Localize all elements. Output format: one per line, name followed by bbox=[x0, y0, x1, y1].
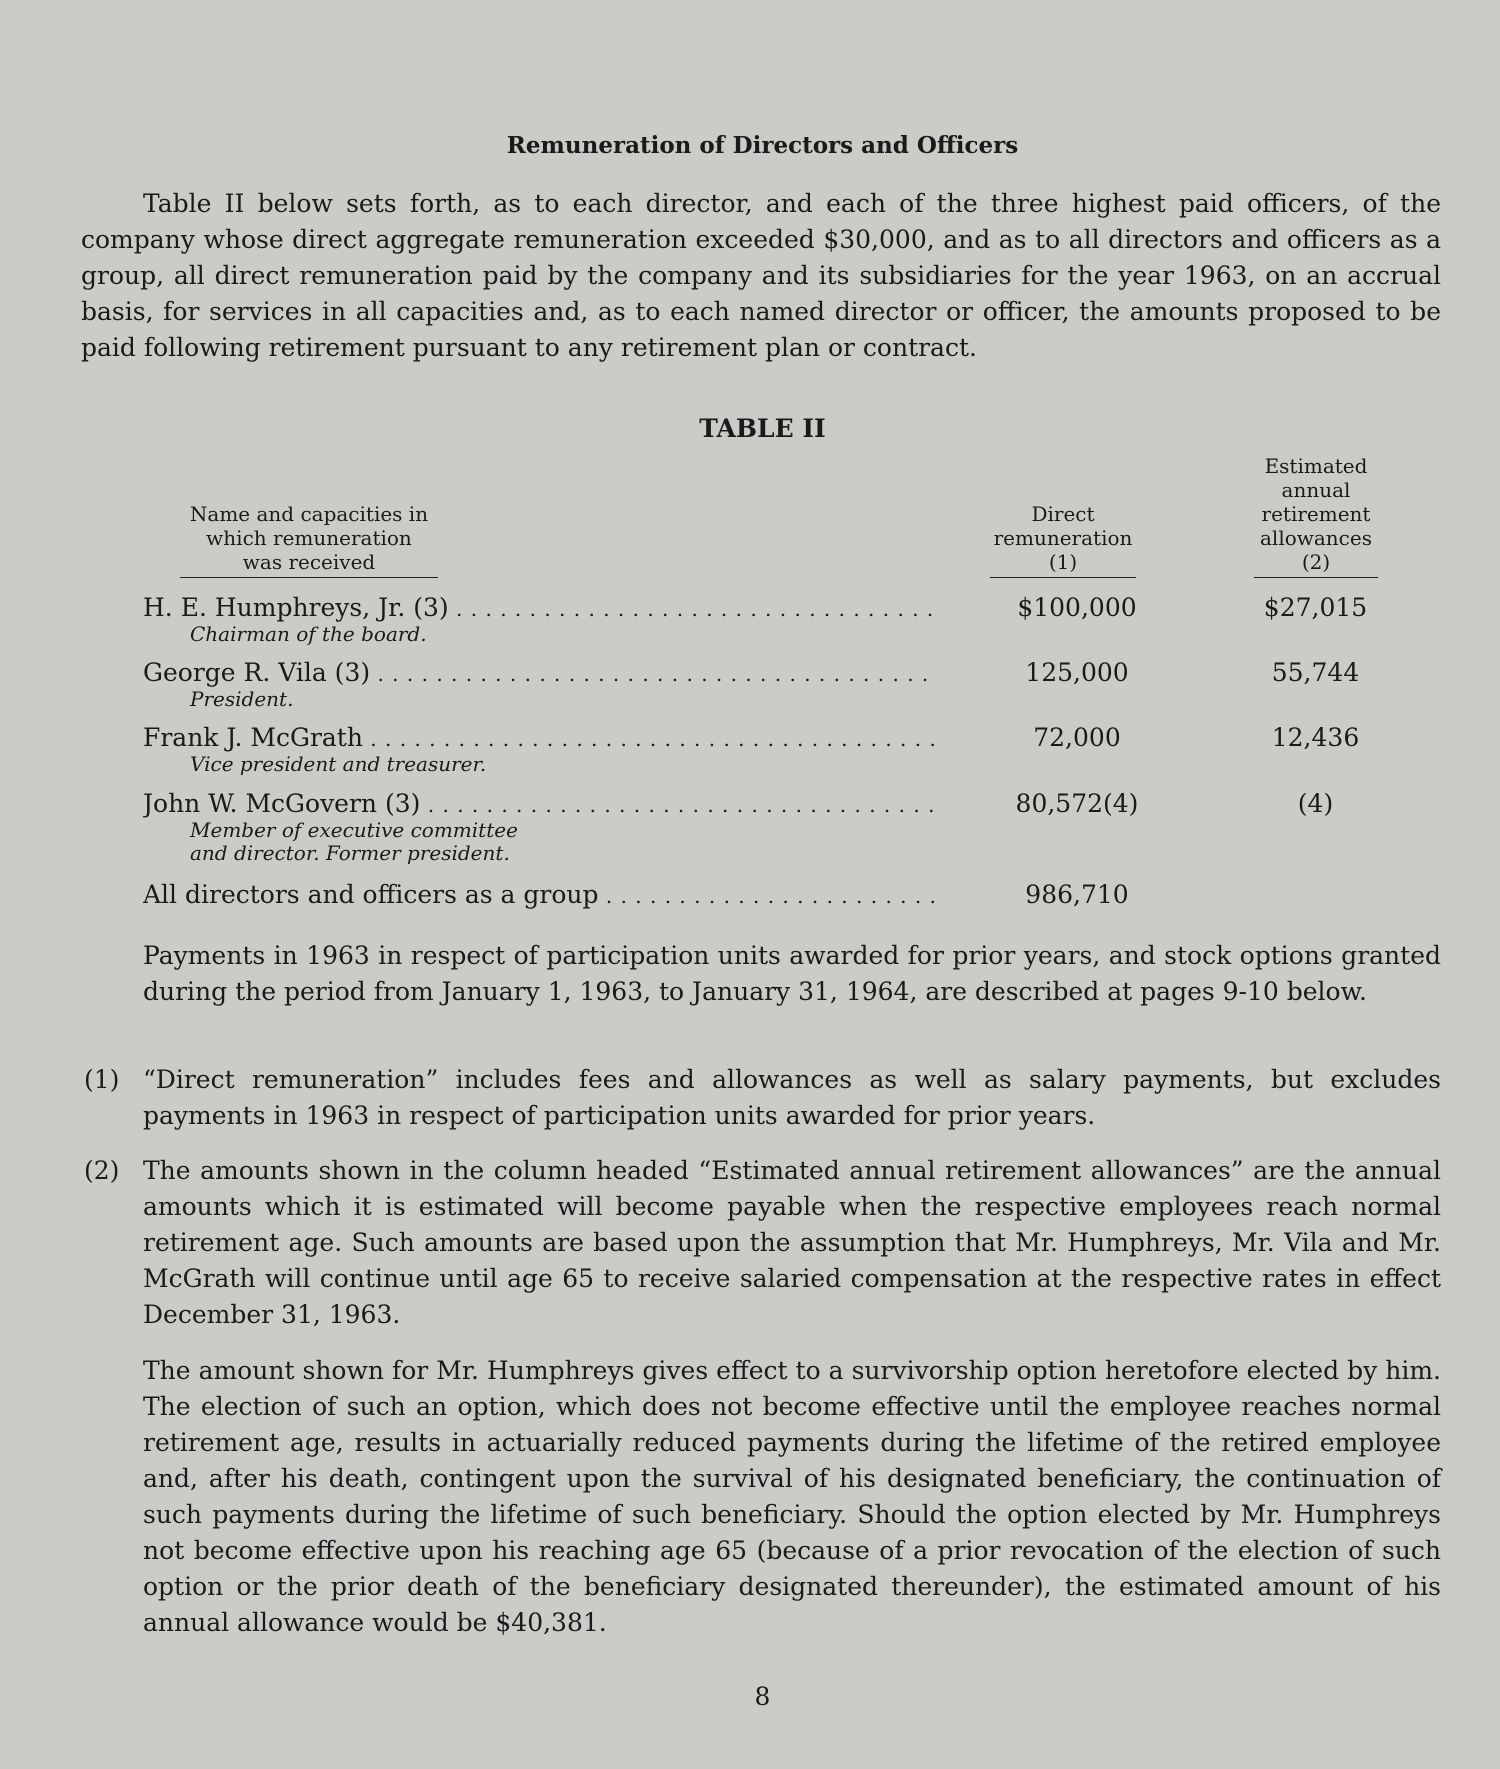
row-role: Chairman of the board. bbox=[190, 622, 427, 646]
payments-paragraph: Payments in 1963 in respect of participation units awarded for prior years, and stock options granted during the period from January 1, 1963, to January 31, 1964, are described at pages 9-10 below. bbox=[143, 941, 1441, 1006]
row-role: President. bbox=[190, 687, 294, 711]
survivorship-paragraph: The amount shown for Mr. Humphreys gives effect to a survivorship option heretofore elected by him. The election of such an option, which does not become effective until the employee reaches normal retirement age, results in actuarially reduced payments during the lifetime of the retired employee and, after his death, contingent upon the survival of his designated beneficiary, the continuation of such payments during the lifetime of such beneficiary. Should the option elected by Mr. Humphreys not become effective upon his reaching age 65 (because of a prior revocation of the election of such option or the prior death of the beneficiary designated thereunder), the estimated amount of his annual allowance would be $40,381. bbox=[143, 1356, 1441, 1637]
footnote-text: The amounts shown in the column headed “Estimated annual retirement allowances” are the annual amounts which it is estimated will become payable when the respective employees reach normal retirement age. Such amounts are based upon the assumption that Mr. Humphreys, Mr. Vila and Mr. McGrath will continue until age 65 to receive salaried compensation at the respective rates in effect December 31, 1963. bbox=[143, 1156, 1441, 1329]
column-header-retirement: Estimated annual retirement allowances (2) bbox=[1254, 454, 1378, 578]
row-direct-remuneration: 72,000 bbox=[1033, 723, 1121, 752]
row-retirement-allowance: 55,744 bbox=[1271, 658, 1360, 687]
intro-paragraph: Table II below sets forth, as to each director, and each of the three highest paid officers, of the company whose direct aggregate remuneration exceeded $30,000, and as to all directors and officers as a group, all direct remuneration paid by the company and its subsidiaries for the year 1963, on an accrual basis, for services in all capacities and, as to each named director or officer, the amounts proposed to be paid following retirement pursuant to any retirement plan or contract. bbox=[81, 189, 1441, 362]
row-name: All directors and officers as a group . . . bbox=[143, 880, 938, 909]
row-name: John W. McGovern (3) . . . bbox=[143, 789, 938, 818]
footnote-text: “Direct remuneration” includes fees and allowances as well as salary payments, but excludes payments in 1963 in respect of participation units awarded for prior years. bbox=[143, 1065, 1441, 1130]
table-row bbox=[143, 723, 1393, 783]
row-retirement-allowance: 12,436 bbox=[1271, 723, 1360, 752]
row-retirement-allowance: (4) bbox=[1297, 789, 1334, 818]
table-row-total bbox=[143, 880, 1393, 940]
table-row bbox=[143, 658, 1393, 718]
footnote-label: (1) bbox=[84, 1065, 120, 1094]
row-direct-remuneration: $100,000 bbox=[1017, 593, 1137, 622]
header-rule bbox=[180, 577, 438, 578]
row-direct-remuneration: 80,572(4) bbox=[1015, 789, 1139, 818]
section-heading: Remuneration of Directors and Officers bbox=[506, 132, 1019, 159]
row-name: George R. Vila (3) . . . bbox=[143, 658, 938, 687]
row-direct-remuneration: 125,000 bbox=[1025, 658, 1129, 687]
header-rule bbox=[990, 577, 1136, 578]
header-rule bbox=[1254, 577, 1378, 578]
page-number: 8 bbox=[754, 1682, 771, 1711]
table-row bbox=[143, 593, 1393, 653]
column-header-direct: Direct remuneration (1) bbox=[990, 502, 1136, 578]
row-direct-remuneration: 986,710 bbox=[1025, 880, 1129, 909]
row-retirement-allowance: $27,015 bbox=[1263, 593, 1368, 622]
row-name: Frank J. McGrath . . . bbox=[143, 723, 938, 752]
table-row bbox=[143, 789, 1393, 865]
row-role: Vice president and treasurer. bbox=[190, 752, 487, 776]
row-name: H. E. Humphreys, Jr. (3) . . . bbox=[143, 593, 938, 622]
row-role: Member of executive committee and director. Former president. bbox=[190, 818, 518, 865]
column-header-name: Name and capacities in which remuneration was received bbox=[180, 502, 438, 578]
table-title: TABLE II bbox=[699, 414, 826, 443]
footnote-label: (2) bbox=[84, 1156, 120, 1185]
